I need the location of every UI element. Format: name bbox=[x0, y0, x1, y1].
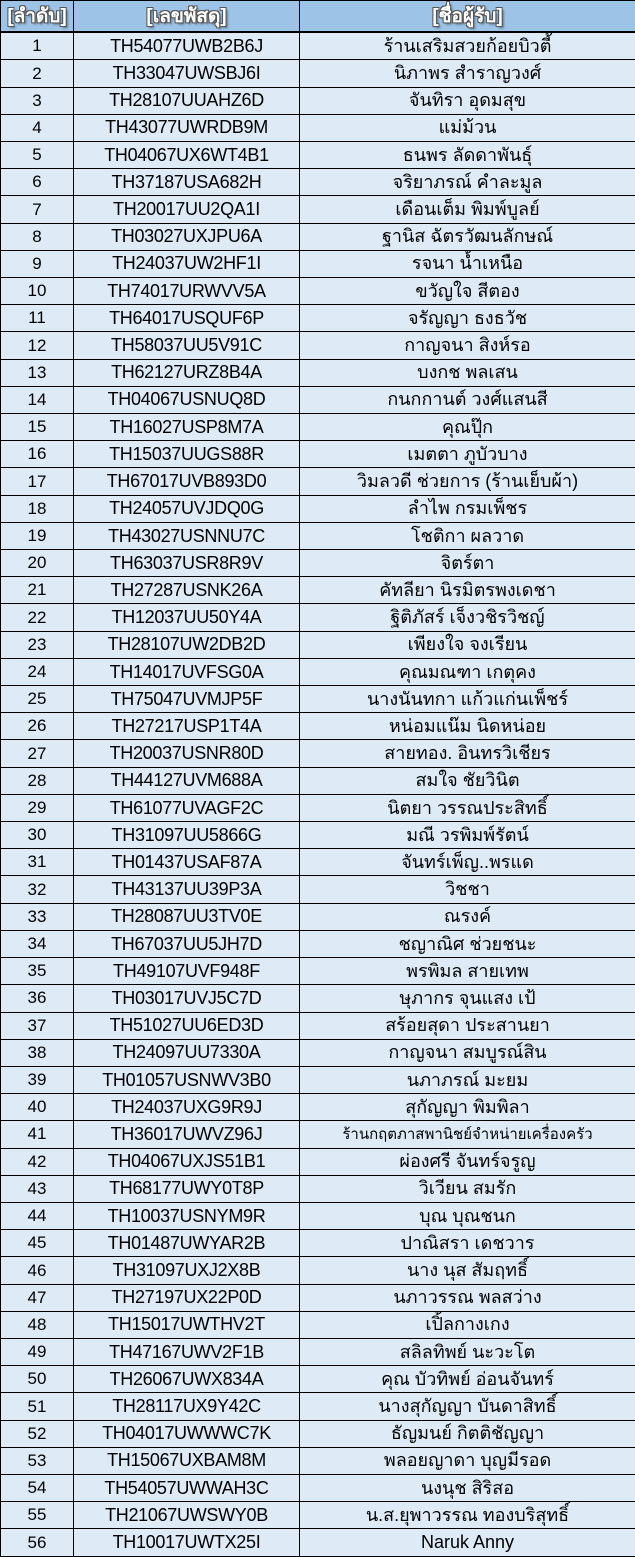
table-row bbox=[1, 1393, 635, 1420]
table-row bbox=[1, 822, 635, 849]
row-index: 19 bbox=[1, 522, 74, 549]
recipient-name: สร้อยสุดา ประสานยา bbox=[300, 1012, 635, 1039]
recipient-name: แม่ม้วน bbox=[300, 114, 635, 141]
tracking-number: TH20037USNR80D bbox=[74, 740, 300, 767]
row-index: 49 bbox=[1, 1338, 74, 1365]
recipient-name: กนกกานต์ วงศ์แสนสี bbox=[300, 386, 635, 413]
row-index: 12 bbox=[1, 332, 74, 359]
tracking-number: TH12037UU50Y4A bbox=[74, 604, 300, 631]
tracking-number: TH75047UVMJP5F bbox=[74, 686, 300, 713]
recipient-name: ณรงค์ bbox=[300, 903, 635, 930]
recipient-name: วิเวียน สมรัก bbox=[300, 1175, 635, 1202]
recipient-name: สุกัญญา พิมพิลา bbox=[300, 1094, 635, 1121]
table-row bbox=[1, 577, 635, 604]
table-row bbox=[1, 604, 635, 631]
recipient-name: สมใจ ชัยวินิต bbox=[300, 767, 635, 794]
tracking-number: TH24037UXG9R9J bbox=[74, 1094, 300, 1121]
recipient-name: ธนพร ลัดดาพันธุ์ bbox=[300, 142, 635, 169]
table-row bbox=[1, 32, 635, 60]
tracking-number: TH67037UU5JH7D bbox=[74, 930, 300, 957]
table-body bbox=[1, 32, 635, 1557]
table-row bbox=[1, 930, 635, 957]
tracking-number: TH04067UX6WT4B1 bbox=[74, 142, 300, 169]
table-row bbox=[1, 658, 635, 685]
row-index: 17 bbox=[1, 468, 74, 495]
row-index: 44 bbox=[1, 1202, 74, 1229]
tracking-number: TH27287USNK26A bbox=[74, 577, 300, 604]
recipient-name: ชญาณิศ ช่วยชนะ bbox=[300, 930, 635, 957]
tracking-number: TH03017UVJ5C7D bbox=[74, 985, 300, 1012]
recipient-name: นงนุช สิริสอ bbox=[300, 1474, 635, 1501]
table-row bbox=[1, 1529, 635, 1557]
table-row bbox=[1, 1474, 635, 1501]
table-row bbox=[1, 305, 635, 332]
recipient-name: จันทิรา อุดมสุข bbox=[300, 87, 635, 114]
tracking-number: TH33047UWSBJ6I bbox=[74, 60, 300, 87]
row-index: 55 bbox=[1, 1502, 74, 1529]
table-row bbox=[1, 686, 635, 713]
recipient-name: คุณ บัวทิพย์ อ่อนจันทร์ bbox=[300, 1366, 635, 1393]
table-row bbox=[1, 414, 635, 441]
tracking-number: TH24037UW2HF1I bbox=[74, 250, 300, 277]
row-index: 33 bbox=[1, 903, 74, 930]
recipient-name: นิตยา วรรณประสิทธิ์ bbox=[300, 794, 635, 821]
column-header-tracking: [เลขพัสดุ] bbox=[74, 1, 300, 33]
column-header-recipient: [ชื่อผู้รับ] bbox=[300, 1, 635, 33]
row-index: 40 bbox=[1, 1094, 74, 1121]
recipient-name: บงกช พลเสน bbox=[300, 359, 635, 386]
row-index: 46 bbox=[1, 1257, 74, 1284]
row-index: 21 bbox=[1, 577, 74, 604]
table-row bbox=[1, 1284, 635, 1311]
tracking-number: TH03027UXJPU6A bbox=[74, 223, 300, 250]
table-row bbox=[1, 1257, 635, 1284]
tracking-number: TH54057UWWAH3C bbox=[74, 1474, 300, 1501]
tracking-number: TH20017UU2QA1I bbox=[74, 196, 300, 223]
table-row bbox=[1, 740, 635, 767]
row-index: 35 bbox=[1, 958, 74, 985]
tracking-number: TH04067UXJS51B1 bbox=[74, 1148, 300, 1175]
row-index: 23 bbox=[1, 631, 74, 658]
tracking-number: TH28107UUAHZ6D bbox=[74, 87, 300, 114]
tracking-number: TH26067UWX834A bbox=[74, 1366, 300, 1393]
tracking-number: TH01057USNWV3B0 bbox=[74, 1066, 300, 1093]
table-row bbox=[1, 114, 635, 141]
tracking-number: TH58037UU5V91C bbox=[74, 332, 300, 359]
tracking-number: TH37187USA682H bbox=[74, 169, 300, 196]
row-index: 39 bbox=[1, 1066, 74, 1093]
table-row bbox=[1, 250, 635, 277]
table-row bbox=[1, 278, 635, 305]
row-index: 54 bbox=[1, 1474, 74, 1501]
row-index: 56 bbox=[1, 1529, 74, 1557]
recipient-name: นิภาพร สำราญวงศ์ bbox=[300, 60, 635, 87]
recipient-name: ปาณิสรา เดชวาร bbox=[300, 1230, 635, 1257]
table-row bbox=[1, 876, 635, 903]
table-row bbox=[1, 1202, 635, 1229]
recipient-name: วิมลวดี ช่วยการ (ร้านเย็บผ้า) bbox=[300, 468, 635, 495]
row-index: 51 bbox=[1, 1393, 74, 1420]
tracking-number: TH63037USR8R9V bbox=[74, 550, 300, 577]
row-index: 41 bbox=[1, 1121, 74, 1148]
recipient-name: ฐิติภัสร์ เจ็งวชิรวิชญ์ bbox=[300, 604, 635, 631]
row-index: 38 bbox=[1, 1039, 74, 1066]
tracking-number: TH01487UWYAR2B bbox=[74, 1230, 300, 1257]
recipient-name: จันทร์เพ็ญ..พรแด bbox=[300, 849, 635, 876]
table-row bbox=[1, 985, 635, 1012]
recipient-name: นาง นุส สัมฤทธิ์ bbox=[300, 1257, 635, 1284]
tracking-number: TH24097UU7330A bbox=[74, 1039, 300, 1066]
tracking-number: TH51027UU6ED3D bbox=[74, 1012, 300, 1039]
tracking-number: TH10017UWTX25I bbox=[74, 1529, 300, 1557]
recipient-name: นภาวรรณ พลสว่าง bbox=[300, 1284, 635, 1311]
recipient-name: จิตร์ตา bbox=[300, 550, 635, 577]
table-row bbox=[1, 441, 635, 468]
tracking-number: TH67017UVB893D0 bbox=[74, 468, 300, 495]
table-row bbox=[1, 169, 635, 196]
recipient-name: ร้านเสริมสวยก้อยบิวตี้ bbox=[300, 32, 635, 60]
table-row bbox=[1, 1311, 635, 1338]
recipient-name: เพียงใจ จงเรียน bbox=[300, 631, 635, 658]
table-row bbox=[1, 958, 635, 985]
tracking-number: TH27197UX22P0D bbox=[74, 1284, 300, 1311]
table-row bbox=[1, 1121, 635, 1148]
row-index: 15 bbox=[1, 414, 74, 441]
row-index: 52 bbox=[1, 1420, 74, 1447]
row-index: 6 bbox=[1, 169, 74, 196]
tracking-number: TH31097UXJ2X8B bbox=[74, 1257, 300, 1284]
recipient-name: เปิ้ลกางเกง bbox=[300, 1311, 635, 1338]
recipient-name: คุณมณฑา เกตุคง bbox=[300, 658, 635, 685]
tracking-number: TH01437USAF87A bbox=[74, 849, 300, 876]
recipient-name: รจนา น้ำเหนือ bbox=[300, 250, 635, 277]
tracking-number: TH04017UWWWC7K bbox=[74, 1420, 300, 1447]
table-row bbox=[1, 332, 635, 359]
recipient-name: ร้านกฤตภาสพานิชย์จำหน่ายเครื่องครัว bbox=[300, 1121, 635, 1148]
recipient-name: นภาภรณ์ มะยม bbox=[300, 1066, 635, 1093]
tracking-number: TH28087UU3TV0E bbox=[74, 903, 300, 930]
row-index: 9 bbox=[1, 250, 74, 277]
recipient-name: น.ส.ยุพาวรรณ ทองบริสุทธิ์ bbox=[300, 1502, 635, 1529]
tracking-number: TH28117UX9Y42C bbox=[74, 1393, 300, 1420]
table-row bbox=[1, 359, 635, 386]
recipient-name: ขวัญใจ สีตอง bbox=[300, 278, 635, 305]
column-header-index: [ลำดับ] bbox=[1, 1, 74, 33]
tracking-number: TH47167UWV2F1B bbox=[74, 1338, 300, 1365]
row-index: 48 bbox=[1, 1311, 74, 1338]
table-row bbox=[1, 1175, 635, 1202]
row-index: 31 bbox=[1, 849, 74, 876]
table-row bbox=[1, 849, 635, 876]
tracking-number: TH14017UVFSG0A bbox=[74, 658, 300, 685]
recipient-name: จริยาภรณ์ คำละมูล bbox=[300, 169, 635, 196]
recipient-name: พรพิมล สายเทพ bbox=[300, 958, 635, 985]
row-index: 2 bbox=[1, 60, 74, 87]
row-index: 50 bbox=[1, 1366, 74, 1393]
table-row bbox=[1, 794, 635, 821]
table-row bbox=[1, 142, 635, 169]
table-row bbox=[1, 60, 635, 87]
recipient-name: นางนันทกา แก้วแก่นเพ็ชร์ bbox=[300, 686, 635, 713]
table-row bbox=[1, 87, 635, 114]
tracking-number: TH04067USNUQ8D bbox=[74, 386, 300, 413]
tracking-number: TH62127URZ8B4A bbox=[74, 359, 300, 386]
tracking-number: TH64017USQUF6P bbox=[74, 305, 300, 332]
tracking-number: TH31097UU5866G bbox=[74, 822, 300, 849]
recipient-name: เดือนเต็ม พิมพ์บูลย์ bbox=[300, 196, 635, 223]
row-index: 24 bbox=[1, 658, 74, 685]
recipient-name: คุณปุ๊ก bbox=[300, 414, 635, 441]
recipient-name: นางสุกัญญา บันดาสิทธิ์ bbox=[300, 1393, 635, 1420]
recipient-name: ลำไพ กรมเพ็ชร bbox=[300, 495, 635, 522]
tracking-number: TH61077UVAGF2C bbox=[74, 794, 300, 821]
recipient-name: ฐานิส ฉัตรวัฒนลักษณ์ bbox=[300, 223, 635, 250]
recipient-name: คัทลียา นิรมิตรพงเดชา bbox=[300, 577, 635, 604]
row-index: 42 bbox=[1, 1148, 74, 1175]
row-index: 43 bbox=[1, 1175, 74, 1202]
table-row bbox=[1, 767, 635, 794]
row-index: 28 bbox=[1, 767, 74, 794]
recipient-name: พลอยญาดา บุญมีรอด bbox=[300, 1447, 635, 1474]
row-index: 11 bbox=[1, 305, 74, 332]
row-index: 20 bbox=[1, 550, 74, 577]
table-row bbox=[1, 1039, 635, 1066]
row-index: 45 bbox=[1, 1230, 74, 1257]
table-row bbox=[1, 1230, 635, 1257]
table-row bbox=[1, 903, 635, 930]
row-index: 32 bbox=[1, 876, 74, 903]
recipient-name: ผ่องศรี จันทร์จรูญ bbox=[300, 1148, 635, 1175]
table-row bbox=[1, 522, 635, 549]
row-index: 4 bbox=[1, 114, 74, 141]
tracking-number: TH15017UWTHV2T bbox=[74, 1311, 300, 1338]
row-index: 26 bbox=[1, 713, 74, 740]
tracking-number: TH44127UVM688A bbox=[74, 767, 300, 794]
table-row bbox=[1, 550, 635, 577]
row-index: 16 bbox=[1, 441, 74, 468]
recipient-name: สายทอง. อินทรวิเชียร bbox=[300, 740, 635, 767]
tracking-number: TH36017UWVZ96J bbox=[74, 1121, 300, 1148]
table-row bbox=[1, 495, 635, 522]
row-index: 30 bbox=[1, 822, 74, 849]
row-index: 25 bbox=[1, 686, 74, 713]
tracking-number: TH10037USNYM9R bbox=[74, 1202, 300, 1229]
row-index: 8 bbox=[1, 223, 74, 250]
table-row bbox=[1, 1094, 635, 1121]
tracking-number: TH43077UWRDB9M bbox=[74, 114, 300, 141]
recipient-name: บุณ บุณชนก bbox=[300, 1202, 635, 1229]
table-row bbox=[1, 1338, 635, 1365]
table-row bbox=[1, 713, 635, 740]
row-index: 53 bbox=[1, 1447, 74, 1474]
table-row bbox=[1, 1366, 635, 1393]
table-row bbox=[1, 468, 635, 495]
row-index: 13 bbox=[1, 359, 74, 386]
row-index: 1 bbox=[1, 32, 74, 60]
recipient-name: Naruk Anny bbox=[300, 1529, 635, 1557]
row-index: 7 bbox=[1, 196, 74, 223]
table-row bbox=[1, 1502, 635, 1529]
table-row bbox=[1, 1066, 635, 1093]
header-row bbox=[1, 1, 635, 33]
tracking-number: TH16027USP8M7A bbox=[74, 414, 300, 441]
row-index: 34 bbox=[1, 930, 74, 957]
recipient-name: จรัญญา ธงธวัช bbox=[300, 305, 635, 332]
tracking-number: TH28107UW2DB2D bbox=[74, 631, 300, 658]
tracking-number: TH49107UVF948F bbox=[74, 958, 300, 985]
recipient-name: ธัญมนย์ กิตติชัญญา bbox=[300, 1420, 635, 1447]
table-row bbox=[1, 223, 635, 250]
table-row bbox=[1, 1420, 635, 1447]
tracking-number: TH15037UUGS88R bbox=[74, 441, 300, 468]
tracking-number: TH27217USP1T4A bbox=[74, 713, 300, 740]
table-row bbox=[1, 1447, 635, 1474]
row-index: 47 bbox=[1, 1284, 74, 1311]
table-row bbox=[1, 1148, 635, 1175]
tracking-number: TH74017URWVV5A bbox=[74, 278, 300, 305]
tracking-number: TH43027USNNU7C bbox=[74, 522, 300, 549]
recipient-name: กาญจนา สิงห์รอ bbox=[300, 332, 635, 359]
row-index: 18 bbox=[1, 495, 74, 522]
recipient-name: มณี วรพิมพ์รัตน์ bbox=[300, 822, 635, 849]
table-row bbox=[1, 196, 635, 223]
recipient-name: กาญจนา สมบูรณ์สิน bbox=[300, 1039, 635, 1066]
row-index: 14 bbox=[1, 386, 74, 413]
recipient-name: โชติกา ผลวาด bbox=[300, 522, 635, 549]
tracking-number: TH21067UWSWY0B bbox=[74, 1502, 300, 1529]
row-index: 3 bbox=[1, 87, 74, 114]
recipient-name: สลิลทิพย์ นะวะโต bbox=[300, 1338, 635, 1365]
row-index: 22 bbox=[1, 604, 74, 631]
tracking-number: TH43137UU39P3A bbox=[74, 876, 300, 903]
recipient-name: ษุภากร จุนแสง เป้ bbox=[300, 985, 635, 1012]
table-row bbox=[1, 1012, 635, 1039]
tracking-number: TH15067UXBAM8M bbox=[74, 1447, 300, 1474]
table-row bbox=[1, 386, 635, 413]
tracking-number: TH54077UWB2B6J bbox=[74, 32, 300, 60]
row-index: 37 bbox=[1, 1012, 74, 1039]
tracking-number: TH24057UVJDQ0G bbox=[74, 495, 300, 522]
table-row bbox=[1, 631, 635, 658]
row-index: 10 bbox=[1, 278, 74, 305]
row-index: 36 bbox=[1, 985, 74, 1012]
row-index: 27 bbox=[1, 740, 74, 767]
recipient-name: หน่อมแน๊ม นิดหน่อย bbox=[300, 713, 635, 740]
row-index: 29 bbox=[1, 794, 74, 821]
recipient-name: เมตตา ภูบัวบาง bbox=[300, 441, 635, 468]
row-index: 5 bbox=[1, 142, 74, 169]
recipient-name: วิชชา bbox=[300, 876, 635, 903]
tracking-number: TH68177UWY0T8P bbox=[74, 1175, 300, 1202]
